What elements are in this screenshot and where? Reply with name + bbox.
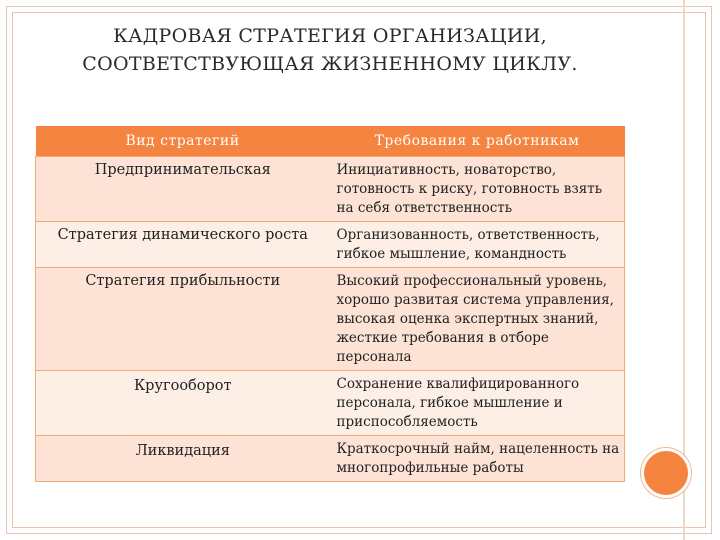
table-row [36,371,625,436]
table-row [36,157,625,222]
strategy-cell: Стратегия динамического роста [36,222,330,268]
requirements-cell: Организованность, ответственность, гибкое мышление, командность [330,222,625,268]
strategy-cell: Кругооборот [36,371,330,436]
requirements-cell: Инициативность, новаторство, готовность к риску, готовность взять на себя ответственность [330,157,625,222]
table-row [36,222,625,268]
requirements-cell: Сохранение квалифицированного персонала, гибкое мышление и приспособляемость [330,371,625,436]
slide-title [30,22,630,78]
table-header-row [36,126,625,157]
strategy-table [35,126,625,482]
slide-title-line-1: КАДРОВАЯ СТРАТЕГИЯ ОРГАНИЗАЦИИ, [113,25,547,47]
table-row [36,268,625,371]
requirements-cell: Краткосрочный найм, нацеленность на многопрофильные работы [330,436,625,482]
strategy-cell: Ликвидация [36,436,330,482]
header-requirements: Требования к работникам [330,126,625,157]
header-strategy-type: Вид стратегий [36,126,330,157]
strategy-cell: Предпринимательская [36,157,330,222]
strategy-cell: Стратегия прибыльности [36,268,330,371]
requirements-cell: Высокий профессиональный уровень, хорошо развитая система управления, высокая оценка экспертных знаний, жесткие требования в отборе персонала [330,268,625,371]
table-row [36,436,625,482]
decorative-circle [641,448,691,498]
slide-title-line-2: СООТВЕТСТВУЮЩАЯ ЖИЗНЕННОМУ ЦИКЛУ. [82,53,578,75]
